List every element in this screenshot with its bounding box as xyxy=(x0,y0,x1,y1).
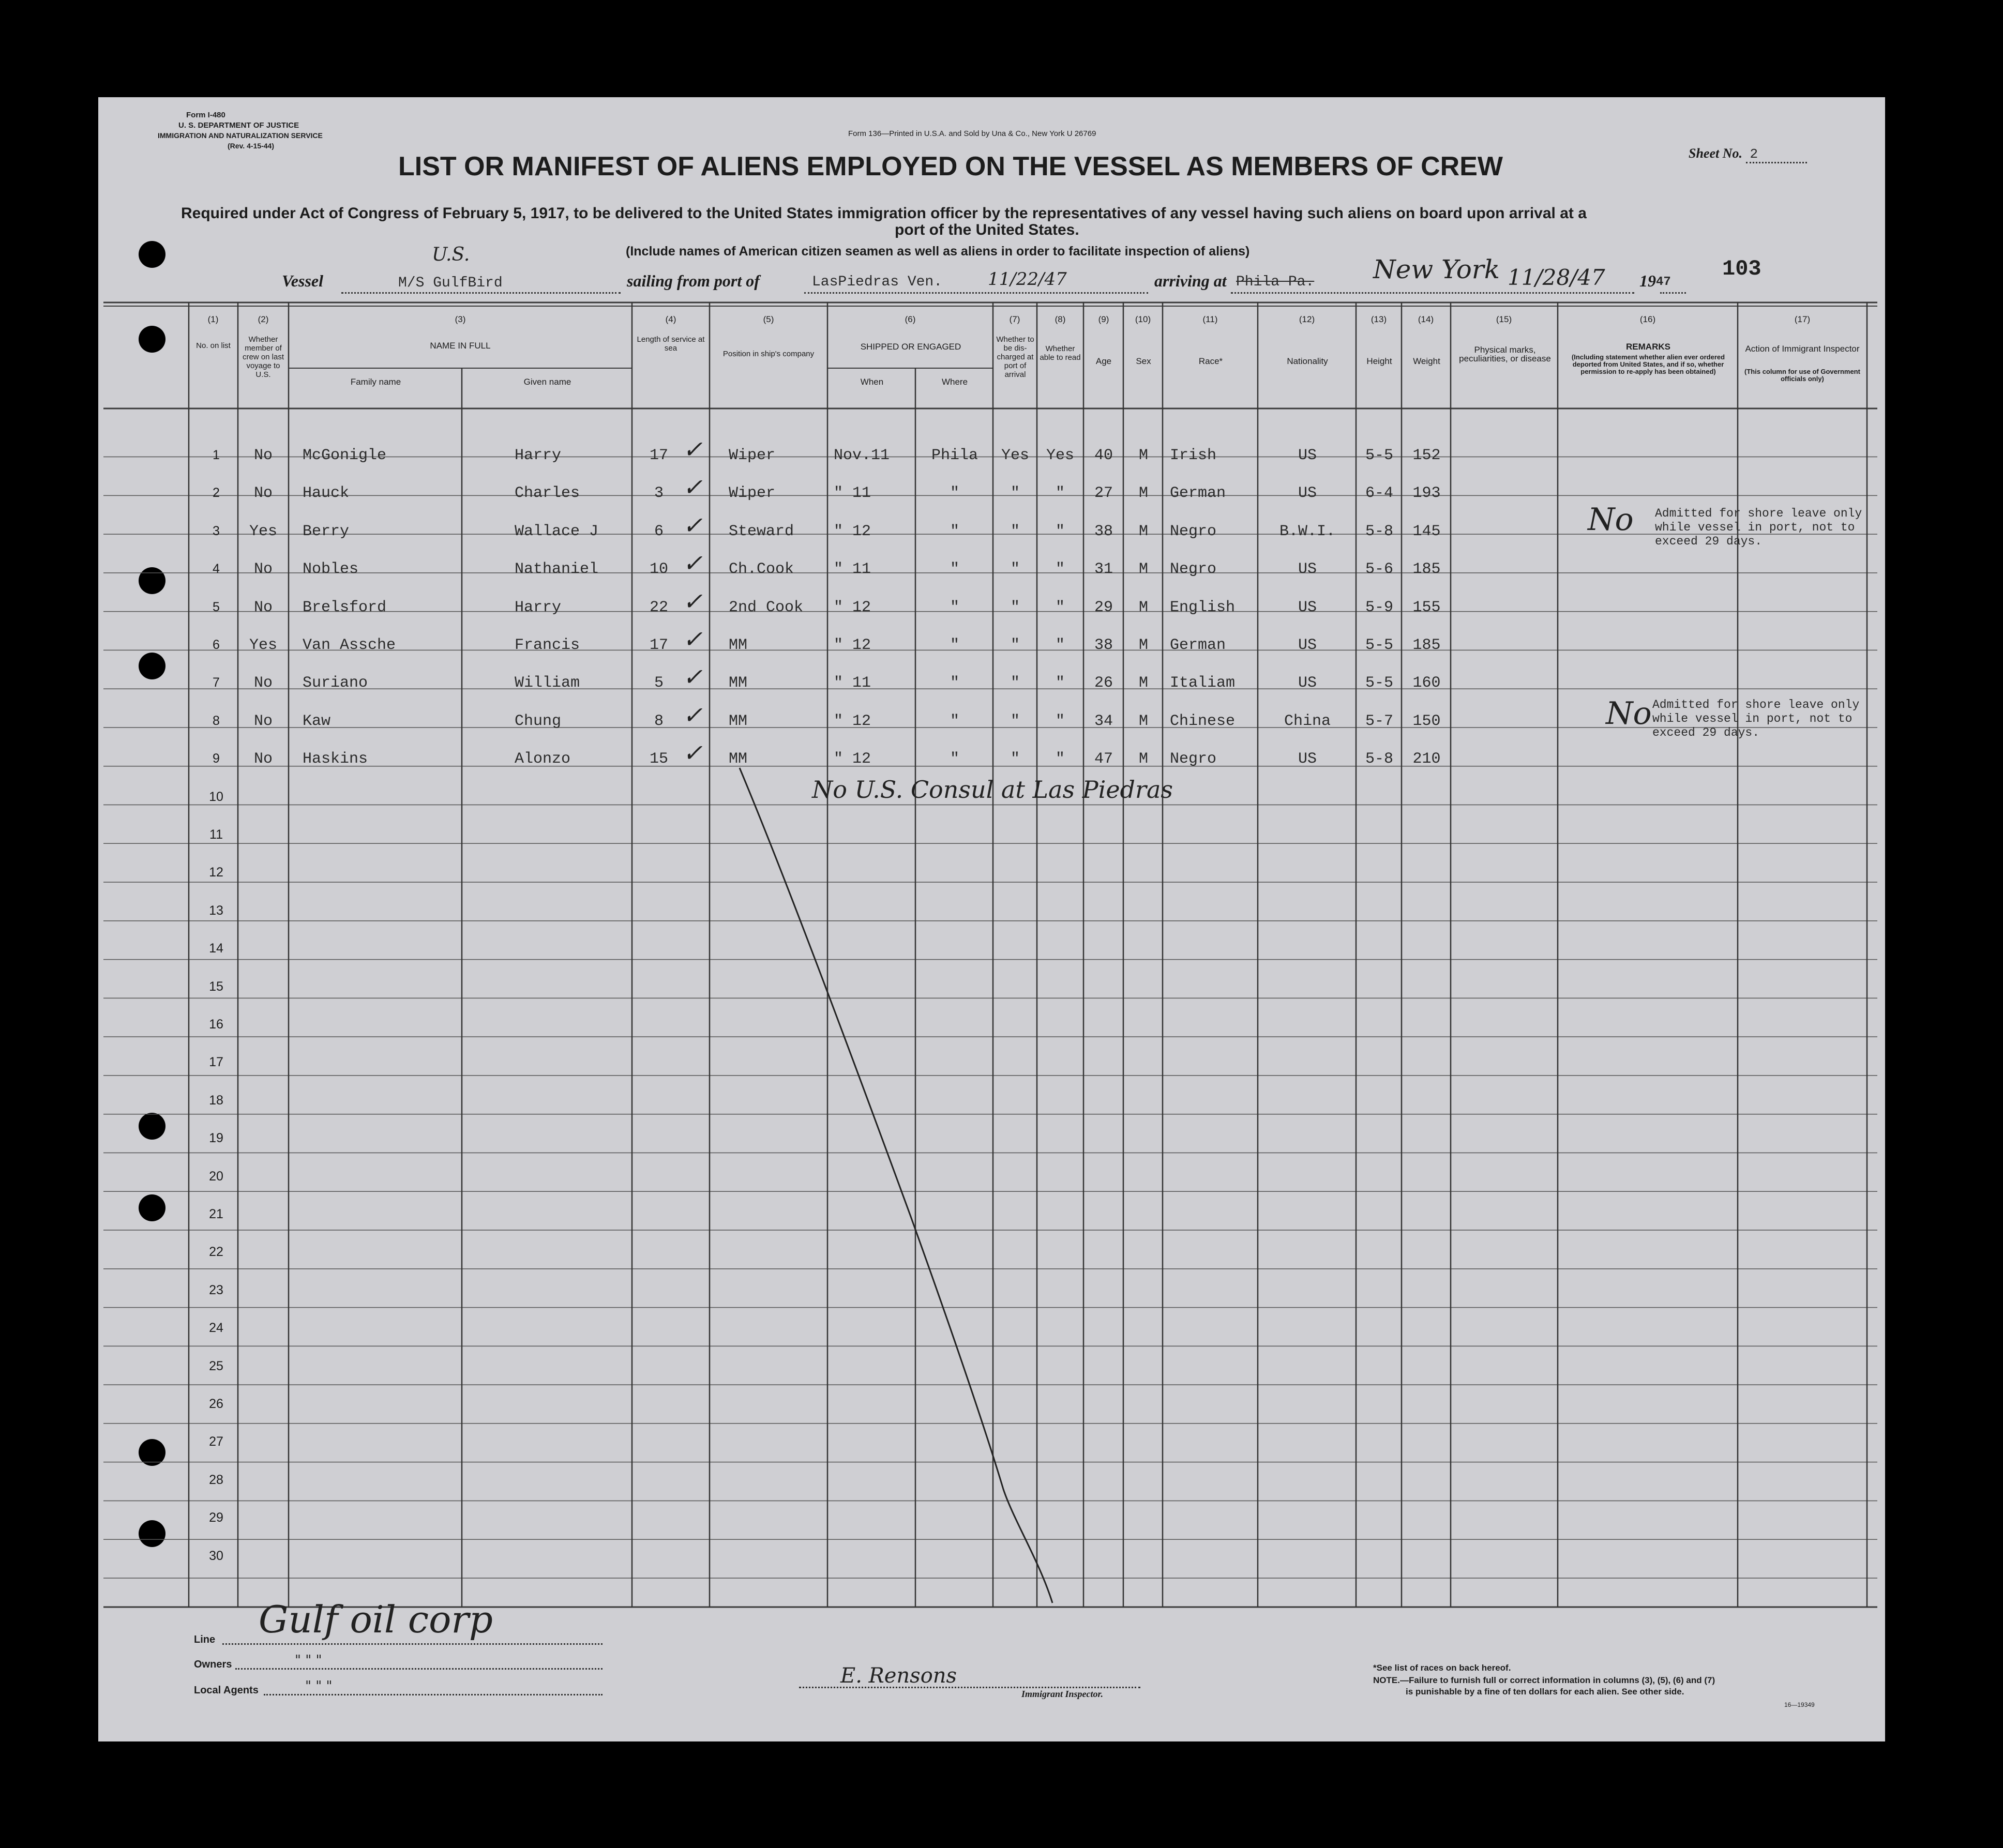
service-name: IMMIGRATION AND NATURALIZATION SERVICE xyxy=(158,131,323,140)
remark-2-line3: exceed 29 days. xyxy=(1652,726,1760,739)
print-code: 16—19349 xyxy=(1784,1701,1815,1708)
cell-prev: No xyxy=(253,561,273,579)
cell-nationality: US xyxy=(1298,637,1317,654)
cell-weight: 155 xyxy=(1412,598,1441,616)
cell-given: Chung xyxy=(515,712,562,730)
line-label: Line xyxy=(194,1634,216,1645)
column-number: (6) xyxy=(905,314,916,324)
cell-sex: M xyxy=(1138,447,1148,464)
cell-age: 34 xyxy=(1094,712,1113,730)
sailing-label: sailing from port of xyxy=(627,271,760,290)
row-number: 25 xyxy=(209,1358,223,1373)
check-mark-icon: ✓ xyxy=(683,473,703,502)
cell-age: 47 xyxy=(1094,750,1113,768)
col-header-read: Whether able to read xyxy=(1040,344,1081,362)
column-number: (9) xyxy=(1098,314,1109,324)
cell-read: " xyxy=(1055,674,1065,692)
cell-prev: No xyxy=(253,447,273,464)
sailing-date: 11/22/47 xyxy=(988,269,1067,290)
column-number: (8) xyxy=(1055,314,1066,324)
remark-1-line3: exceed 29 days. xyxy=(1655,535,1763,548)
col-header-action: Action of Immigrant Inspector xyxy=(1745,344,1860,354)
cell-given: Francis xyxy=(515,637,580,654)
row-number: 4 xyxy=(213,562,220,577)
row-number: 27 xyxy=(209,1434,223,1449)
cell-prev: No xyxy=(253,712,273,730)
vessel-label: Vessel xyxy=(282,271,323,290)
cell-height: 6-4 xyxy=(1365,484,1393,503)
col-header-given: Given name xyxy=(523,377,571,387)
cell-where: " xyxy=(950,598,959,616)
cell-when: " 12 xyxy=(834,522,871,540)
cell-when: " 12 xyxy=(834,712,871,730)
col-header-shipped: SHIPPED OR ENGAGED xyxy=(860,342,961,352)
row-number: 22 xyxy=(209,1245,223,1260)
column-number: (14) xyxy=(1418,314,1434,324)
cell-nationality: US xyxy=(1298,750,1317,768)
check-mark-icon: ✓ xyxy=(683,549,703,578)
cell-family: Brelsford xyxy=(303,598,387,616)
cell-race: German xyxy=(1170,637,1226,654)
arriving-label: arriving at xyxy=(1154,271,1227,290)
form-number: Form I-480 xyxy=(186,111,225,119)
agents-underline xyxy=(264,1694,603,1695)
column-number: (3) xyxy=(455,314,466,324)
cell-race: Negro xyxy=(1170,750,1217,768)
cell-given: Nathaniel xyxy=(515,561,599,579)
col-header-nationality: Nationality xyxy=(1287,356,1328,366)
cell-weight: 193 xyxy=(1412,484,1441,503)
cell-weight: 150 xyxy=(1412,712,1441,730)
cell-service: 15 xyxy=(649,750,668,768)
sheet-label-text: Sheet No. xyxy=(1689,146,1742,161)
cell-position: Wiper xyxy=(729,447,776,464)
footnote-races: *See list of races on back hereof. xyxy=(1373,1663,1511,1673)
row-number: 6 xyxy=(213,638,220,652)
cell-family: McGonigle xyxy=(303,447,387,464)
column-number: (4) xyxy=(665,314,676,324)
check-mark-icon: ✓ xyxy=(683,511,703,539)
page-title: LIST OR MANIFEST OF ALIENS EMPLOYED ON THE VESSEL AS MEMBERS OF CREW xyxy=(398,152,1503,181)
cell-prev: Yes xyxy=(249,637,277,654)
row-number: 11 xyxy=(209,827,223,842)
column-number: (11) xyxy=(1202,314,1218,324)
cell-when: " 12 xyxy=(834,598,871,616)
cell-discharge: " xyxy=(1010,598,1020,616)
cell-position: Wiper xyxy=(729,484,776,503)
col-header-discharge: Whether to be dis-charged at port of arrival xyxy=(996,335,1034,379)
cell-read: " xyxy=(1055,598,1065,616)
col-header-no: No. on list xyxy=(196,341,231,350)
cell-nationality: B.W.I. xyxy=(1279,522,1336,540)
vessel-handwritten: U.S. xyxy=(432,244,470,265)
row-number: 7 xyxy=(213,675,220,690)
cell-weight: 185 xyxy=(1412,561,1441,579)
cell-discharge: Yes xyxy=(1001,447,1029,464)
cell-when: " 12 xyxy=(834,750,871,768)
remark-hand-2: No xyxy=(1606,695,1652,732)
cell-service: 8 xyxy=(654,712,664,730)
remark-2-line1: Admitted for shore leave only xyxy=(1652,698,1860,711)
row-number: 18 xyxy=(209,1093,223,1108)
column-number: (10) xyxy=(1135,314,1151,324)
cell-weight: 185 xyxy=(1412,637,1441,654)
vessel-name: M/S GulfBird xyxy=(398,275,503,291)
cell-position: MM xyxy=(729,712,748,730)
cell-where: " xyxy=(950,712,959,730)
row-number: 26 xyxy=(209,1397,223,1411)
column-number: (17) xyxy=(1794,314,1811,324)
subtitle-line2: port of the United States. xyxy=(895,221,1079,238)
cell-nationality: China xyxy=(1284,712,1331,730)
column-number: (7) xyxy=(1009,314,1020,324)
cell-given: Harry xyxy=(515,447,562,464)
col-header-where: Where xyxy=(941,377,968,387)
inspector-signature: E. Rensons xyxy=(840,1664,957,1688)
column-number: (16) xyxy=(1639,314,1656,324)
cell-race: German xyxy=(1170,484,1226,503)
cell-race: Italiam xyxy=(1170,674,1236,692)
cell-service: 17 xyxy=(649,447,668,464)
cell-prev: Yes xyxy=(249,522,277,540)
col-header-height: Height xyxy=(1366,356,1392,366)
cell-height: 5-5 xyxy=(1365,447,1393,464)
cell-family: Haskins xyxy=(303,750,368,768)
sailing-port: LasPiedras Ven. xyxy=(812,274,943,290)
col-header-race: Race* xyxy=(1198,356,1223,366)
cell-race: English xyxy=(1170,598,1236,616)
row-number: 30 xyxy=(209,1548,223,1563)
column-number: (2) xyxy=(258,314,269,324)
cell-age: 26 xyxy=(1094,674,1113,692)
inspector-label: Immigrant Inspector. xyxy=(1021,1689,1104,1699)
arriving-port: Phila Pa. xyxy=(1236,274,1315,290)
cell-service: 5 xyxy=(654,674,664,692)
row-number: 29 xyxy=(209,1510,223,1525)
row-number: 9 xyxy=(213,751,220,766)
row-number: 5 xyxy=(213,599,220,614)
remark-1-line2: while vessel in port, not to xyxy=(1655,521,1855,534)
revision: (Rev. 4-15-44) xyxy=(228,142,275,150)
cell-discharge: " xyxy=(1010,522,1020,540)
stamp-number: 103 xyxy=(1722,256,1761,281)
cell-where: " xyxy=(950,637,959,654)
cell-nationality: US xyxy=(1298,598,1317,616)
cell-position: MM xyxy=(729,750,748,768)
row-number: 20 xyxy=(209,1169,223,1184)
cell-read: " xyxy=(1055,561,1065,579)
cell-discharge: " xyxy=(1010,712,1020,730)
cell-height: 5-5 xyxy=(1365,674,1393,692)
row-number: 1 xyxy=(213,448,220,462)
agents-label: Local Agents xyxy=(194,1685,259,1696)
footnote-note: NOTE.—Failure to furnish full or correct information in columns (3), (5), (6) and (7) xyxy=(1373,1675,1715,1685)
remark-2-line2: while vessel in port, not to xyxy=(1652,712,1853,725)
cell-race: Irish xyxy=(1170,447,1217,464)
row-number: 23 xyxy=(209,1282,223,1297)
row-number: 16 xyxy=(209,1017,223,1032)
cell-height: 5-7 xyxy=(1365,712,1393,730)
cell-race: Chinese xyxy=(1170,712,1236,730)
cell-discharge: " xyxy=(1010,750,1020,768)
printer-note: Form 136—Printed in U.S.A. and Sold by Una & Co., New York U 26769 xyxy=(848,129,1096,138)
cell-sex: M xyxy=(1138,750,1148,768)
check-mark-icon: ✓ xyxy=(683,625,703,653)
cell-age: 38 xyxy=(1094,637,1113,654)
cell-given: Harry xyxy=(515,598,562,616)
cell-sex: M xyxy=(1138,637,1148,654)
cell-family: Nobles xyxy=(303,561,359,579)
row-number: 24 xyxy=(209,1321,223,1336)
dash-out-line xyxy=(740,768,1052,1603)
cell-height: 5-5 xyxy=(1365,637,1393,654)
remark-1 xyxy=(1655,507,1862,549)
cell-where: " xyxy=(950,484,959,503)
cell-race: Negro xyxy=(1170,522,1217,540)
cell-height: 5-8 xyxy=(1365,750,1393,768)
line-value: Gulf oil corp xyxy=(259,1598,493,1641)
cell-nationality: US xyxy=(1298,484,1317,503)
col-header-name: NAME IN FULL xyxy=(430,341,491,351)
row-number: 21 xyxy=(209,1207,223,1221)
column-number: (15) xyxy=(1496,314,1512,324)
row-number: 28 xyxy=(209,1472,223,1487)
cell-prev: No xyxy=(253,674,273,692)
cell-read: " xyxy=(1055,522,1065,540)
cell-age: 27 xyxy=(1094,484,1113,503)
cell-sex: M xyxy=(1138,522,1148,540)
cell-sex: M xyxy=(1138,484,1148,503)
cell-read: Yes xyxy=(1046,447,1074,464)
row-number: 19 xyxy=(209,1131,223,1146)
col-header-when: When xyxy=(860,377,884,387)
remark-2 xyxy=(1652,698,1859,740)
cell-where: " xyxy=(950,522,959,540)
arriving-handwritten: New York xyxy=(1373,254,1500,284)
check-mark-icon: ✓ xyxy=(683,587,703,615)
year-value: 47 xyxy=(1656,275,1671,289)
owners-underline xyxy=(235,1668,603,1670)
cell-read: " xyxy=(1055,637,1065,654)
arriving-date: 11/28/47 xyxy=(1508,265,1605,290)
cell-when: " 11 xyxy=(834,561,871,579)
remark-1-line1: Admitted for shore leave only xyxy=(1655,507,1862,520)
cell-sex: M xyxy=(1138,712,1148,730)
cell-where: " xyxy=(950,561,959,579)
cell-position: 2nd Cook xyxy=(729,598,804,616)
col-header-family: Family name xyxy=(350,377,401,387)
cell-family: Kaw xyxy=(303,712,331,730)
col-header-sex: Sex xyxy=(1136,356,1151,366)
check-mark-icon: ✓ xyxy=(683,663,703,691)
row-number: 10 xyxy=(209,789,223,804)
cell-age: 29 xyxy=(1094,598,1113,616)
col-header-prev-voyage: Whether member of crew on last voyage to U.S. xyxy=(242,335,284,379)
footnote-penalty: is punishable by a fine of ten dollars for each alien. See other side. xyxy=(1406,1687,1684,1696)
col-header-position: Position in ship's company xyxy=(722,350,815,358)
cell-where: " xyxy=(950,750,959,768)
check-mark-icon: ✓ xyxy=(683,435,703,463)
cell-discharge: " xyxy=(1010,484,1020,503)
cell-age: 38 xyxy=(1094,522,1113,540)
cell-discharge: " xyxy=(1010,561,1020,579)
col-header-remarks-sub: (Including statement whether alien ever ordered deported from United States, and if so, whether permission to re-apply has been obtained) xyxy=(1571,353,1725,375)
cell-weight: 160 xyxy=(1412,674,1441,692)
cell-discharge: " xyxy=(1010,637,1020,654)
cell-service: 10 xyxy=(649,561,668,579)
line-underline xyxy=(222,1643,603,1645)
cell-service: 22 xyxy=(649,598,668,616)
subtitle-line1: Required under Act of Congress of February 5, 1917, to be delivered to the United States immigration officer by the representatives of any vessel having such aliens on board upon arrival at a xyxy=(181,205,1587,222)
cell-where: " xyxy=(950,674,959,692)
cell-given: Wallace J xyxy=(515,522,599,540)
col-header-physical: Physical marks, peculiarities, or disease xyxy=(1459,345,1551,363)
check-mark-icon: ✓ xyxy=(683,701,703,729)
cell-discharge: " xyxy=(1010,674,1020,692)
row-number: 13 xyxy=(209,903,223,918)
cell-position: MM xyxy=(729,674,748,692)
cell-race: Negro xyxy=(1170,561,1217,579)
check-mark-icon: ✓ xyxy=(683,739,703,767)
row-number: 3 xyxy=(213,523,220,538)
cell-read: " xyxy=(1055,712,1065,730)
cell-prev: No xyxy=(253,750,273,768)
column-number: (13) xyxy=(1371,314,1387,324)
column-number: (5) xyxy=(763,314,774,324)
cell-family: Van Assche xyxy=(303,637,396,654)
sheet-number: 2 xyxy=(1746,146,1807,163)
cell-height: 5-8 xyxy=(1365,522,1393,540)
remark-hand-1: No xyxy=(1588,502,1634,538)
col-header-action-sub: (This column for use of Government officials only) xyxy=(1744,368,1860,383)
cell-prev: No xyxy=(253,598,273,616)
cell-family: Berry xyxy=(303,522,350,540)
year-prefix: 19 xyxy=(1639,271,1656,290)
agents-value: " " " xyxy=(305,1678,333,1694)
cell-height: 5-9 xyxy=(1365,598,1393,616)
row-number: 14 xyxy=(209,941,223,956)
owners-value: " " " xyxy=(295,1653,322,1668)
cell-weight: 152 xyxy=(1412,447,1441,464)
cell-nationality: US xyxy=(1298,674,1317,692)
cell-position: Ch.Cook xyxy=(729,561,794,579)
row-number: 15 xyxy=(209,979,223,994)
row-number: 12 xyxy=(209,865,223,880)
col-header-service: Length of service at sea xyxy=(637,335,705,353)
row-number: 2 xyxy=(213,486,220,501)
cell-position: MM xyxy=(729,637,748,654)
col-header-weight: Weight xyxy=(1413,356,1440,366)
column-number: (12) xyxy=(1299,314,1315,324)
cell-sex: M xyxy=(1138,598,1148,616)
cell-nationality: US xyxy=(1298,561,1317,579)
cell-sex: M xyxy=(1138,674,1148,692)
owners-label: Owners xyxy=(194,1659,232,1670)
cell-when: " 11 xyxy=(834,674,871,692)
cell-position: Steward xyxy=(729,522,794,540)
instruction-note: (Include names of American citizen seamen as well as aliens in order to facilitate inspection of aliens) xyxy=(626,244,1250,259)
cell-age: 31 xyxy=(1094,561,1113,579)
col-header-age: Age xyxy=(1095,356,1112,366)
cell-read: " xyxy=(1055,484,1065,503)
cell-given: Alonzo xyxy=(515,750,571,768)
cell-when: " 11 xyxy=(834,484,871,503)
cell-where: Phila xyxy=(931,447,978,464)
cell-read: " xyxy=(1055,750,1065,768)
cell-age: 40 xyxy=(1094,447,1113,464)
cell-height: 5-6 xyxy=(1365,561,1393,579)
department: U. S. DEPARTMENT OF JUSTICE xyxy=(178,121,299,130)
cell-sex: M xyxy=(1138,561,1148,579)
cell-given: William xyxy=(515,674,580,692)
cell-prev: No xyxy=(253,484,273,503)
cell-service: 17 xyxy=(649,637,668,654)
column-number: (1) xyxy=(207,314,219,324)
cell-family: Hauck xyxy=(303,484,350,503)
cell-given: Charles xyxy=(515,484,580,503)
cell-weight: 210 xyxy=(1412,750,1441,768)
row-number: 8 xyxy=(213,713,220,728)
cell-when: Nov.11 xyxy=(834,447,890,464)
cell-service: 3 xyxy=(654,484,664,503)
cell-family: Suriano xyxy=(303,674,368,692)
cell-weight: 145 xyxy=(1412,522,1441,540)
cell-nationality: US xyxy=(1298,447,1317,464)
cell-service: 6 xyxy=(654,522,664,540)
cell-when: " 12 xyxy=(834,637,871,654)
col-header-remarks: REMARKS xyxy=(1626,342,1670,352)
consul-annotation: No U.S. Consul at Las Piedras xyxy=(812,776,1173,804)
signature-underline xyxy=(799,1687,1140,1688)
row-number: 17 xyxy=(209,1055,223,1070)
